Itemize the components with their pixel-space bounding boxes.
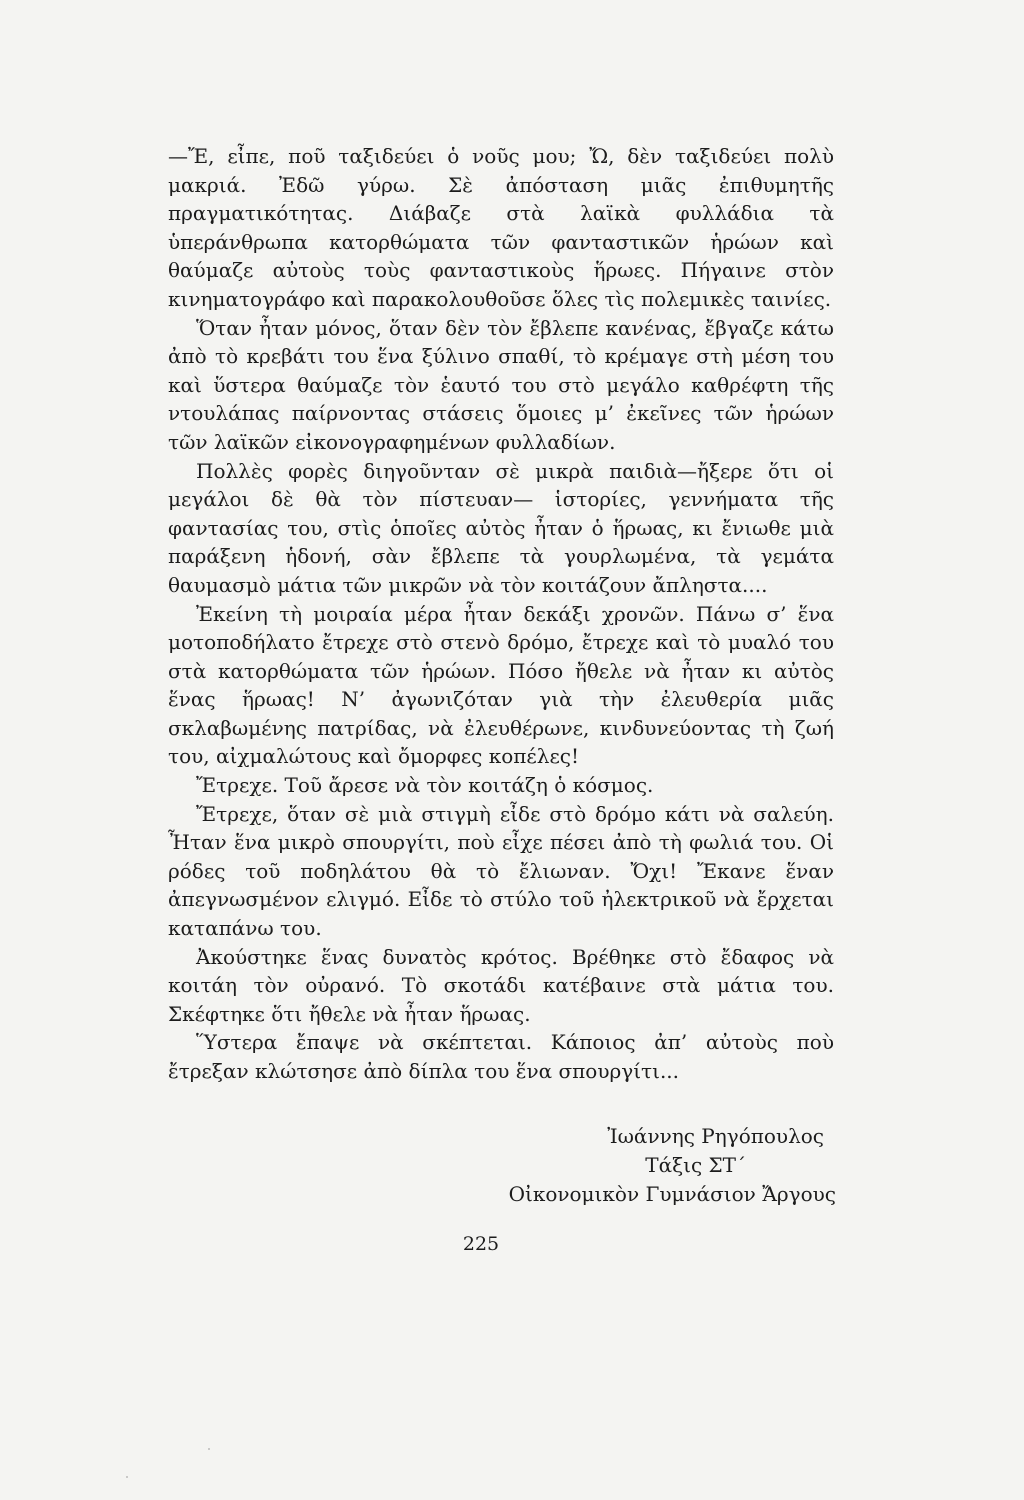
author-school: Οἰκονομικὸν Γυμνάσιον Ἄργους — [508, 1182, 836, 1206]
author-class: Τάξις ΣΤ΄ — [645, 1153, 746, 1177]
paper-speck — [126, 1476, 128, 1478]
paragraph-3: Πολλὲς φορὲς διηγοῦνταν σὲ μικρὰ παιδιὰ—ἤξερε ὅτι οἱ μεγάλοι δὲ θὰ τὸν πίστευαν— ἱστορίες, γεννήματα τῆς φαντασίας του, στὶς ὁποῖες αὐτὸς ἦταν ὁ ἥρωας, κι ἔνιωθε μιὰ παράξενη ἡδονή, σὰν ἔβλεπε τὰ γουρλωμένα, τὰ γεμάτα θαυμασμὸ μάτια τῶν μικρῶν νὰ τὸν κοιτάζουν ἄπληστα.... — [168, 458, 834, 597]
page-number-text: 225 — [462, 1233, 500, 1255]
author-signature — [436, 1122, 836, 1209]
paragraph-6: Ἔτρεχε, ὅταν σὲ μιὰ στιγμὴ εἶδε στὸ δρόμο κάτι νὰ σαλεύη. Ἦταν ἕνα μικρὸ σπουργίτι, ποὺ εἶχε πέσει ἀπὸ τὴ φωλιά του. Οἱ ρόδες τοῦ ποδηλάτου θὰ τὸ ἔλιωναν. Ὄχι! Ἔκανε ἕναν ἀπεγνωσμένον ελιγμό. Εἶδε τὸ στύλο τοῦ ἠλεκτρικοῦ νὰ ἔρχεται καταπάνω του. — [168, 801, 834, 941]
paragraph-5: Ἔτρεχε. Τοῦ ἄρεσε νὰ τὸν κοιτάζη ὁ κόσμος. — [196, 773, 654, 798]
paragraph-7: Ἀκούστηκε ἕνας δυνατὸς κρότος. Βρέθηκε στὸ ἔδαφος νὰ κοιτάη τὸν οὐρανό. Τὸ σκοτάδι κατέβαινε στὰ μάτια του. Σκέφτηκε ὅτι ἤθελε νὰ ἦταν ἥρωας. — [168, 944, 834, 1026]
paragraph-8: Ὕστερα ἔπαψε νὰ σκέπτεται. Κάποιος ἀπ’ αὐτοὺς ποὺ ἔτρεξαν κλώτσησε ἀπὸ δίπλα του ἕνα σπουργίτι... — [168, 1030, 834, 1083]
paper-speck — [208, 1448, 210, 1450]
paragraph-1: —Ἔ, εἶπε, ποῦ ταξιδεύει ὁ νοῦς μου; Ὤ, δὲν ταξιδεύει πολὺ μακριά. Ἐδῶ γύρω. Σὲ ἀπόσταση μιᾶς ἐπιθυμητῆς πραγματικότητας. Διάβαζε στὰ λαϊκὰ φυλλάδια τὰ ὑπεράνθρωπα κατορθώματα τῶν φανταστικῶν ἡρώων καὶ θαύμαζε αὐτοὺς τοὺς φανταστικοὺς ἥρωες. Πήγαινε στὸν κινηματογράφο καὶ παρακολουθοῦσε ὅλες τὶς πολεμικὲς ταινίες. — [168, 144, 834, 311]
paragraph-2: Ὅταν ἦταν μόνος, ὅταν δὲν τὸν ἔβλεπε κανένας, ἔβγαζε κάτω ἀπὸ τὸ κρεβάτι του ἕνα ξύλινο σπαθί, τὸ κρέμαγε στὴ μέση του καὶ ὕστερα θαύμαζε τὸν ἑαυτό του στὸ μεγάλο καθρέφτη τῆς ντουλάπας παίρνοντας στάσεις ὅμοιες μ’ ἐκεῖνες τῶν ἡρώων τῶν λαϊκῶν εἰκονογραφημένων φυλλαδίων. — [168, 315, 834, 454]
paragraph-4: Ἐκείνη τὴ μοιραία μέρα ἦταν δεκάξι χρονῶν. Πάνω σ’ ἕνα μοτοποδήλατο ἔτρεχε στὸ στενὸ δρόμο, ἔτρεχε καὶ τὸ μυαλό του στὰ κατορθώματα τῶν ἡρώων. Πόσο ἤθελε νὰ ἦταν κι αὐτὸς ἕνας ἥρωας! Ν’ ἀγωνιζόταν γιὰ τὴν ἐλευθερία μιᾶς σκλαβωμένης πατρίδας, νὰ ἐλευθέρωνε, κινδυνεύοντας τὴ ζωή του, αἰχμαλώτους καὶ ὄμορφες κοπέλες! — [168, 601, 834, 769]
story-text — [168, 142, 834, 1086]
page-number — [0, 1233, 1024, 1255]
author-name: Ἰωάννης Ρηγόπουλος — [607, 1124, 824, 1148]
